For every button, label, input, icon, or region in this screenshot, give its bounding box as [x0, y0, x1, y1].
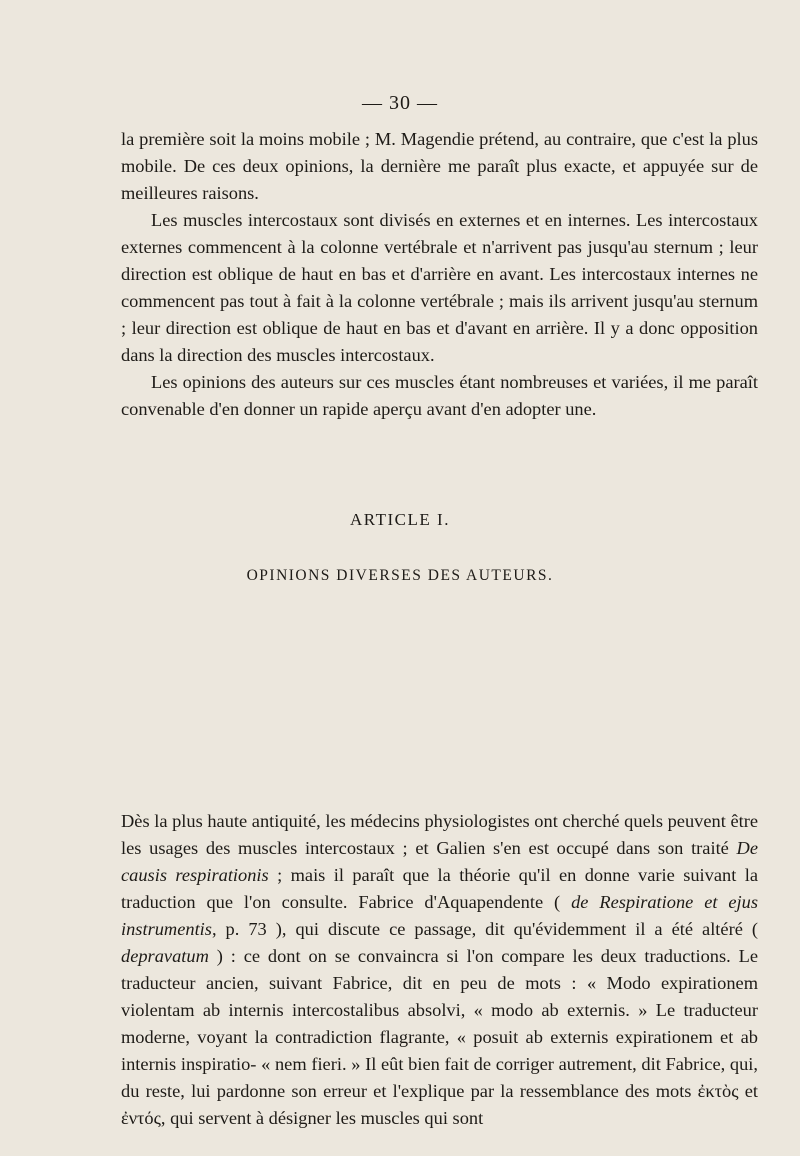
opening-text — [121, 126, 758, 423]
paragraph-opinions-intro: Les opinions des auteurs sur ces muscles étant nombreuses et variées, il me paraît convenable d'en donner un rapide aperçu avant d'en adopter une. — [121, 372, 758, 419]
text-segment: ; mais il paraît que la théorie qu'il en donne varie suivant la traduction que l'on consulte. Fabrice d'Aquapendente ( — [121, 865, 758, 912]
text-segment: Dès la plus haute antiquité, les médecins physiologistes ont cherché quels peuvent être les usages des muscles intercostaux ; et Galien s'en est occupé dans son traité — [121, 811, 758, 858]
book-title-galien: De causis respirationis — [121, 838, 758, 885]
article-text — [121, 808, 758, 1132]
paragraph-intercostal-muscles: Les muscles intercostaux sont divisés en externes et en internes. Les intercostaux externes commencent à la colonne vertébrale et n'arrivent pas jusqu'au sternum ; leur direction est oblique de haut en bas et d'arrière en avant. Les intercostaux internes ne commencent pas tout à fait à la colonne vertébrale ; mais ils arrivent jusqu'au sternum ; leur direction est oblique de haut en bas et d'avant en arrière. Il y a donc opposition dans la direction des muscles intercostaux. — [121, 210, 758, 365]
paragraph-antiquity — [121, 808, 758, 1132]
book-title-fabrice: de Respiratione et ejus instrumentis — [121, 892, 758, 939]
section-heading: OPINIONS DIVERSES DES AUTEURS. — [246, 567, 554, 584]
paragraph-mobility: la première soit la moins mobile ; M. Magendie prétend, au contraire, que c'est la plus mobile. De ces deux opinions, la dernière me paraît plus exacte, et appuyée sur de meilleures raisons. — [121, 129, 758, 203]
text-segment: ) : ce dont on se convaincra si l'on compare les deux traductions. Le traducteur ancien, suivant Fabrice, dit en peu de mots : « Modo expirationem violentam ab internis intercostalibus absolvi, « modo ab externis. » Le traducteur moderne, voyant la contradiction flagrante, « posuit ab externis expirationem et ab internis inspiratio- « nem fieri. » Il eût bien fait de corriger autrement, dit Fabrice, qui, du reste, lui pardonne son erreur et l'explique par la ressemblance des mots ἐκτὸς et ἐντός, qui servent à désigner les muscles qui sont — [121, 946, 758, 1128]
latin-term: depravatum — [121, 946, 209, 966]
page-number: — 30 — — [362, 92, 438, 114]
article-heading: ARTICLE I. — [350, 510, 450, 529]
text-segment: , p. 73 ), qui discute ce passage, dit qu'évidemment il a été altéré ( — [211, 919, 758, 939]
